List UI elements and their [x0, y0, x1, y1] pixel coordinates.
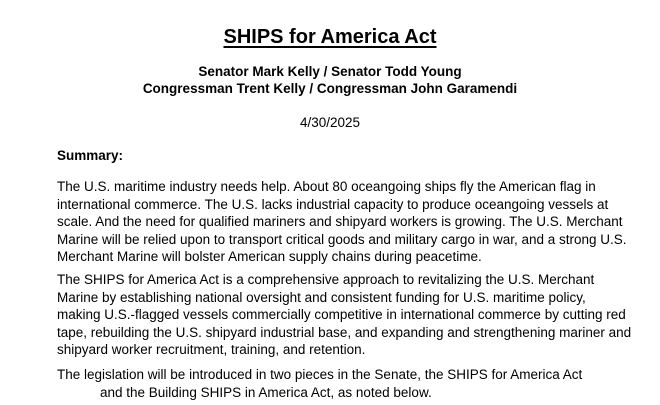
- paragraph-line: tape, rebuilding the U.S. shipyard industrial base, and expanding and strengthening mariner and: [57, 324, 632, 340]
- document-title: SHIPS for America Act: [223, 26, 437, 48]
- paragraph-line: and the Building SHIPS in America Act, as noted below.: [100, 384, 432, 400]
- sponsors-block: [0, 63, 660, 97]
- paragraph-act-approach: [57, 271, 631, 359]
- paragraph-line: Marine by establishing national oversight and consistent funding for U.S. maritime policy,: [57, 289, 586, 305]
- paragraph-line: Marine will be relied upon to transport critical goods and military cargo in war, and a strong U.S.: [57, 231, 627, 247]
- congressmen-line: Congressman Trent Kelly / Congressman John Garamendi: [142, 81, 518, 96]
- paragraph-line: The legislation will be introduced in two pieces in the Senate, the SHIPS for America Act: [57, 367, 583, 382]
- paragraph-line: The SHIPS for America Act is a comprehensive approach to revitalizing the U.S. Merchant: [57, 272, 595, 287]
- paragraph-industry-need: [57, 178, 627, 266]
- paragraph-line: scale. And the need for qualified mariners and shipyard workers is growing. The U.S. Merchant: [57, 214, 623, 229]
- senators-line: Senator Mark Kelly / Senator Todd Young: [198, 64, 462, 79]
- document-date: 4/30/2025: [299, 115, 361, 130]
- paragraph-line: shipyard worker recruitment, training, and retention.: [57, 342, 366, 357]
- paragraph-line: making U.S.-flagged vessels commercially competitive in international commerce by cutting red: [57, 307, 626, 322]
- summary-heading: Summary:: [57, 148, 124, 163]
- paragraph-line: The U.S. maritime industry needs help. About 80 oceangoing ships fly the American flag in: [57, 179, 596, 194]
- paragraph-legislation: [57, 366, 582, 401]
- paragraph-line: international commerce. The U.S. lacks industrial capacity to produce oceangoing vessels at: [57, 196, 609, 212]
- paragraph-line: Merchant Marine will bolster American supply chains during peacetime.: [57, 249, 482, 264]
